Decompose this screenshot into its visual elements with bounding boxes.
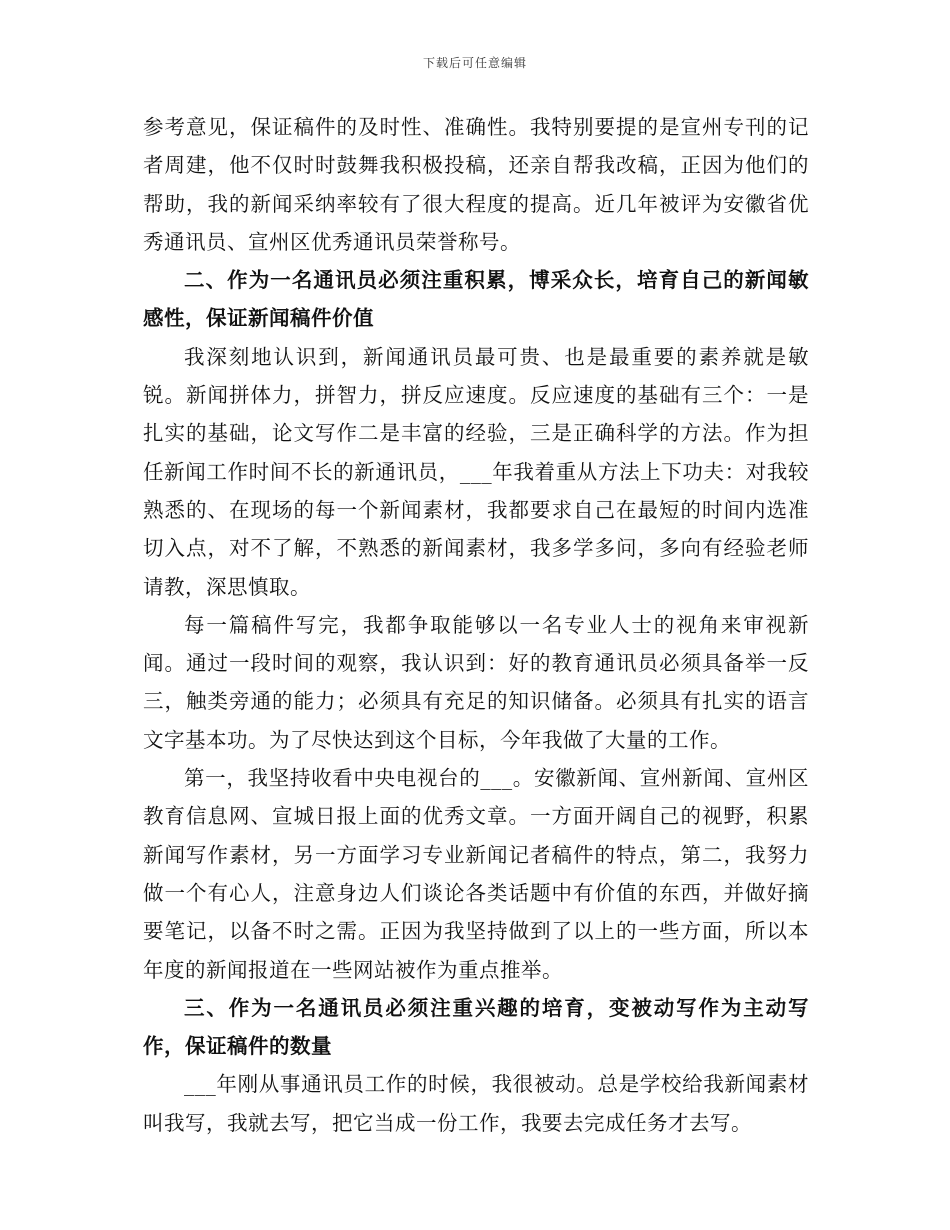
paragraph: 第一，我坚持收看中央电视台的___。安徽新闻、宣州新闻、宣州区教育信息网、宣城日报上面的优秀文章。一方面开阔自己的视野，积累新闻写作素材，另一方面学习专业新闻记者稿件的特点，第二，我努力做一个有心人，注意身边人们谈论各类话题中有价值的东西，并做好摘要笔记，以备不时之需。正因为我坚持做到了以上的一些方面，所以本年度的新闻报道在一些网站被作为重点推举。 bbox=[143, 766, 809, 982]
section-heading-3: 三、作为一名通讯员必须注重兴趣的培育，变被动写作为主动写作，保证稿件的数量 bbox=[143, 995, 809, 1059]
paragraph-continuation: 参考意见，保证稿件的及时性、准确性。我特别要提的是宣州专刊的记者周建，他不仅时时鼓舞我积极投稿，还亲自帮我改稿，正因为他们的帮助，我的新闻采纳率较有了很大程度的提高。近几年被评为安徽省优秀通讯员、宣州区优秀通讯员荣誉称号。 bbox=[143, 115, 809, 254]
paragraph: 我深刻地认识到，新闻通讯员最可贵、也是最重要的素养就是敏锐。新闻拼体力，拼智力，拼反应速度。反应速度的基础有三个：一是扎实的基础，论文写作二是丰富的经验，三是正确科学的方法。作为担任新闻工作时间不长的新通讯员，___年我着重从方法上下功夫：对我较熟悉的、在现场的每一个新闻素材，我都要求自己在最短的时间内选准切入点，对不了解，不熟悉的新闻素材，我多学多问，多向有经验老师请教，深思慎取。 bbox=[143, 344, 809, 599]
paragraph: 每一篇稿件写完，我都争取能够以一名专业人士的视角来审视新闻。通过一段时间的观察，我认识到：好的教育通讯员必须具备举一反三，触类旁通的能力；必须具有充足的知识储备。必须具有扎实的语言文字基本功。为了尽快达到这个目标，今年我做了大量的工作。 bbox=[143, 612, 809, 752]
document-body bbox=[143, 108, 809, 1142]
section-heading-2: 二、作为一名通讯员必须注重积累，博采众长，培育自己的新闻敏感性，保证新闻稿件价值 bbox=[143, 268, 809, 331]
page-header-note: 下载后可任意编辑 bbox=[422, 56, 527, 70]
paragraph: ___年刚从事通讯员工作的时候，我很被动。总是学校给我新闻素材叫我写，我就去写，把它当成一份工作，我要去完成任务才去写。 bbox=[143, 1072, 809, 1135]
